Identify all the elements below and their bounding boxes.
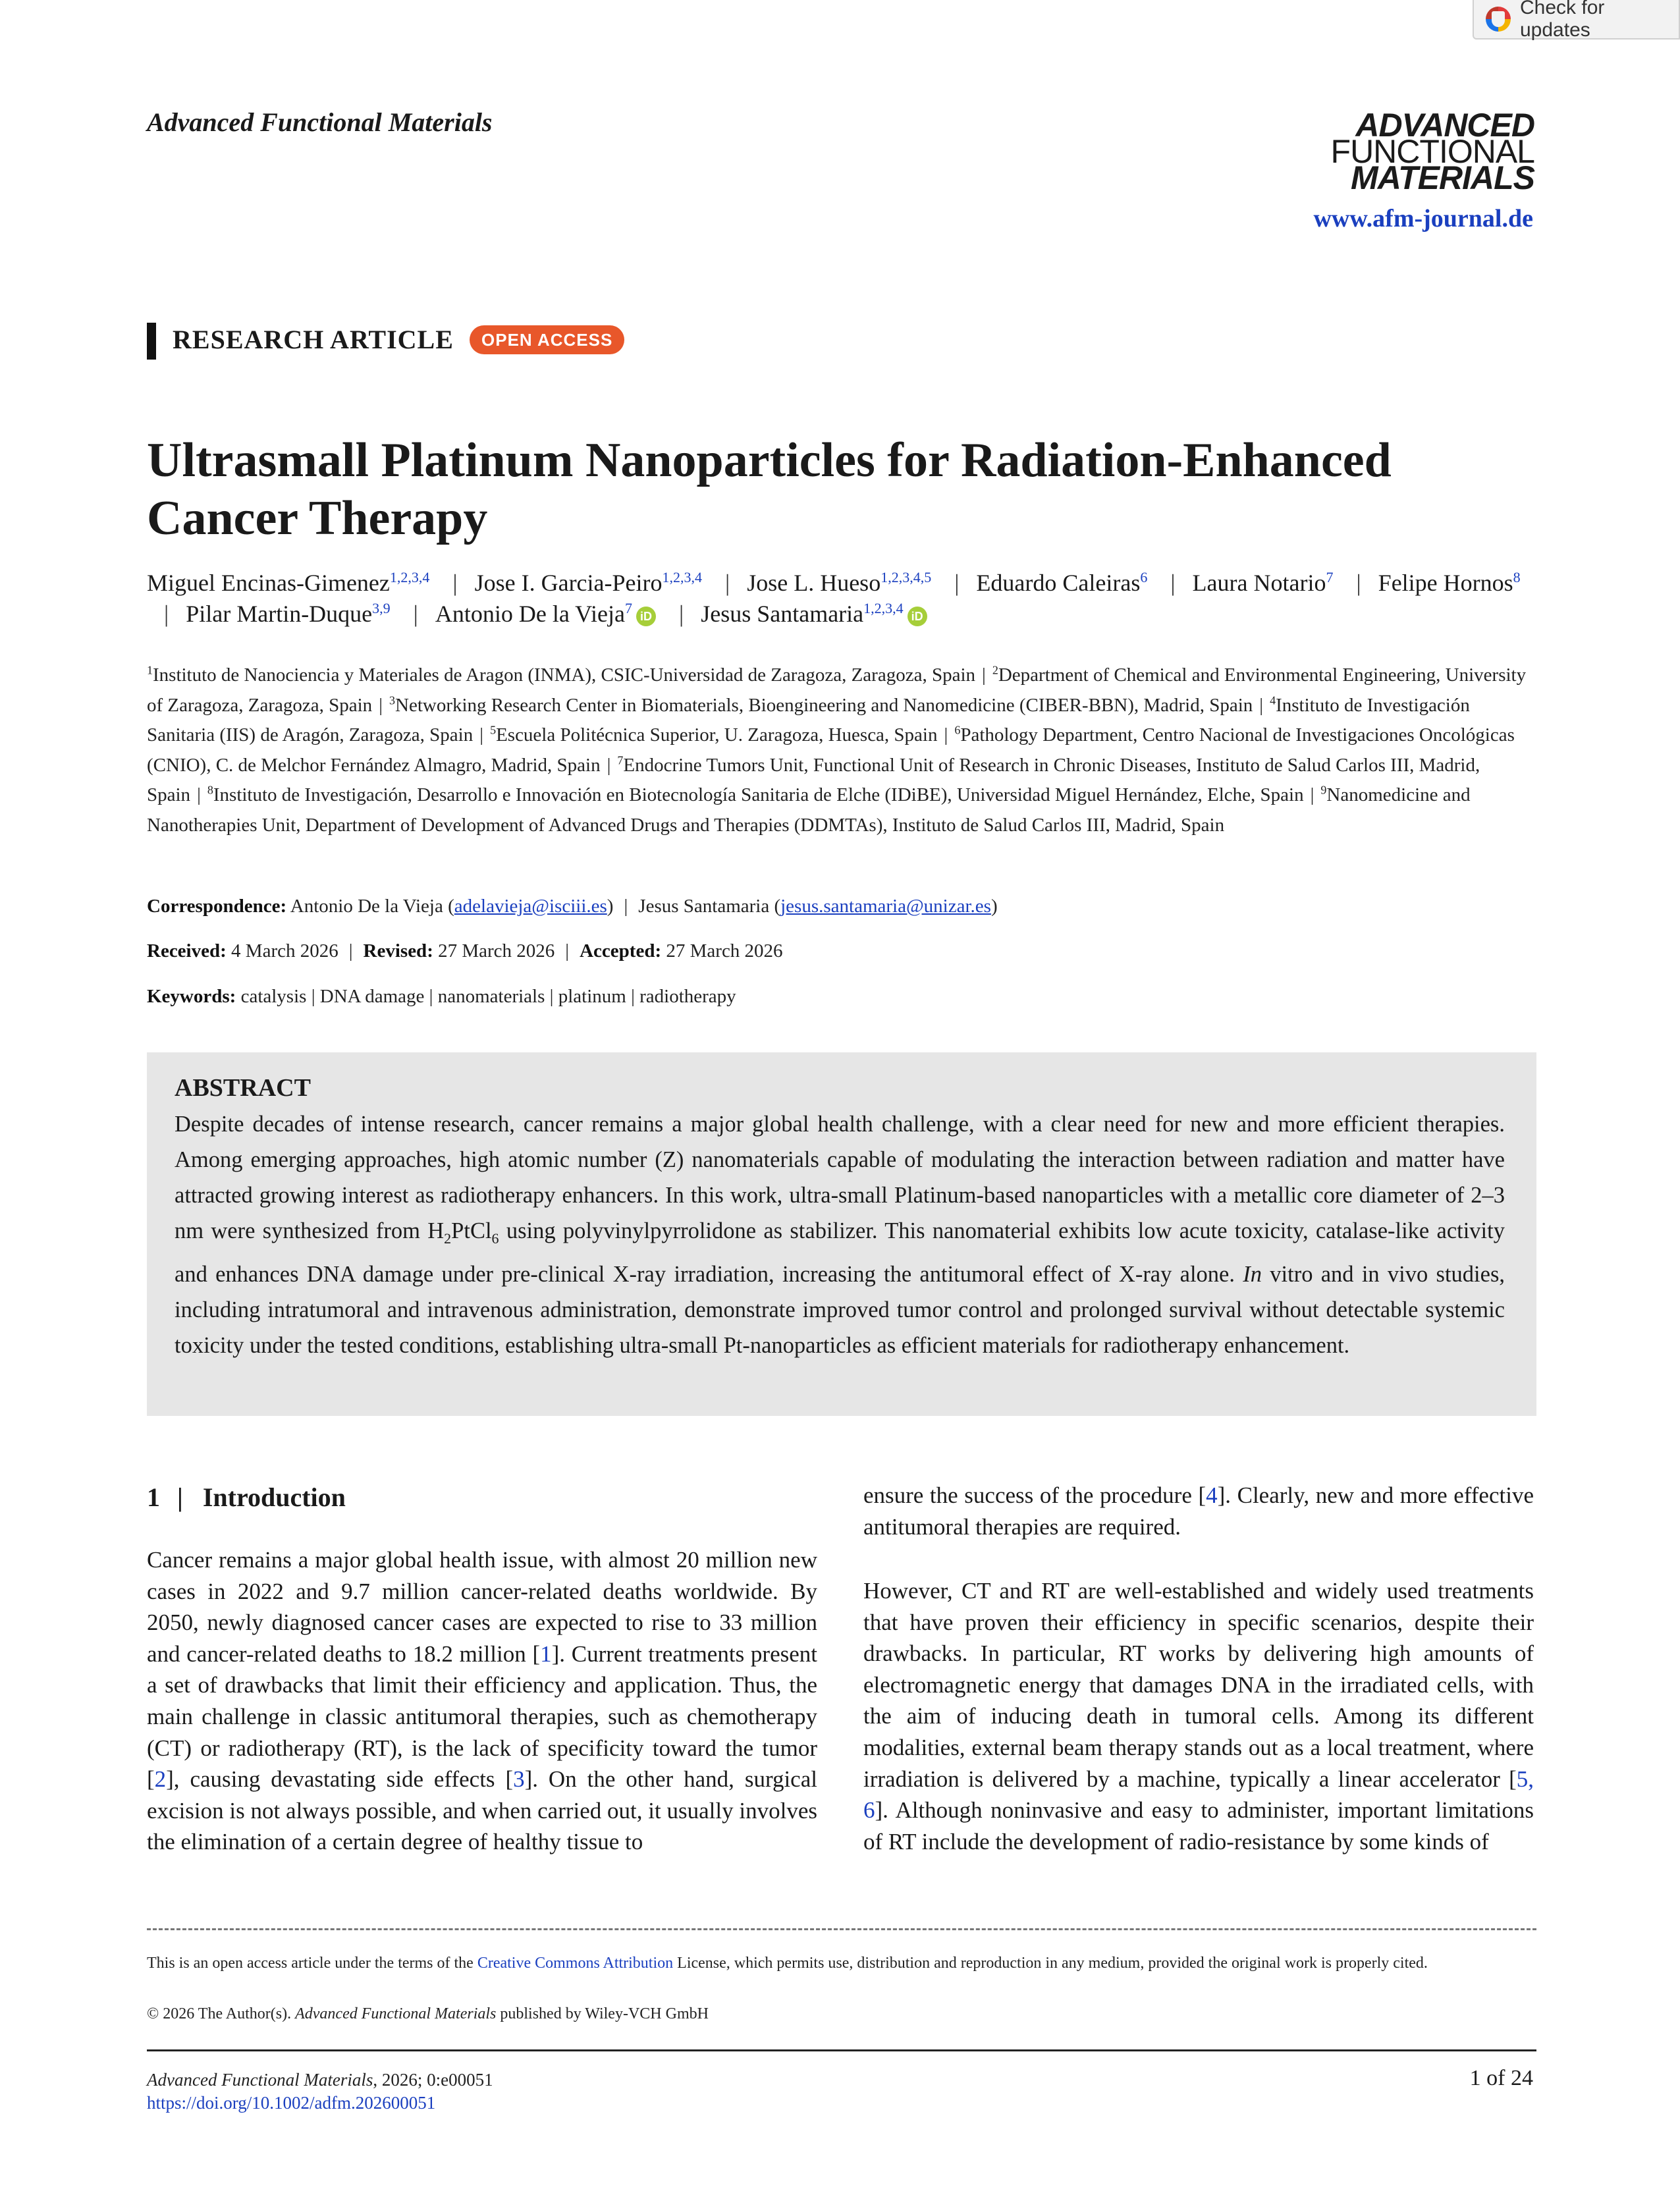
author-name: Pilar Martin-Duque [186,601,373,627]
author-affiliation-numbers: 1,2,3,4 [863,600,904,616]
author-separator: | [1170,570,1176,596]
affiliation-number: 5 [490,723,497,737]
correspondence: Correspondence: Antonio De la Vieja (adelavieja@isciii.es) | Jesus Santamaria (jesus.santamaria@unizar.es) [147,896,998,917]
correspondence-person-1: Antonio De la Vieja ( [290,896,454,917]
author-affiliation-numbers: 3,9 [372,600,391,616]
license-divider [147,1928,1536,1930]
license-notice: This is an open access article under the terms of the Creative Commons Attribution License, which permits use, distribution and reproduction in any medium, provided the original work is properly cited. [147,1955,1428,1972]
check-for-updates-label: Check for updates [1520,0,1605,41]
author-separator: | [678,601,684,627]
keyword: platinum [558,986,626,1007]
citation-link-2[interactable]: 2 [154,1766,167,1793]
affiliation-number: 7 [617,753,624,767]
affiliation-text: Instituto de Nanociencia y Materiales de Aragon (INMA), CSIC-Universidad de Zaragoza, Zaragoza, Spain [153,664,975,686]
affiliation-number: 3 [389,693,395,707]
affiliation-text: Networking Research Center in Biomaterials, Bioengineering and Nanomedicine (CIBER-BBN), Madrid, Spain [395,694,1253,716]
affiliation-text: Instituto de Investigación Sanitaria (IIS) de Aragón, Zaragoza, Spain [147,694,1470,745]
received-label: Received: [147,940,227,961]
author-name: Eduardo Caleiras [976,570,1141,596]
author[interactable] [976,570,1147,596]
affiliation-number: 2 [992,663,998,677]
journal-url-link[interactable]: www.afm-journal.de [1313,205,1533,232]
correspondence-person-2: Jesus Santamaria ( [638,896,781,917]
author-separator: | [452,570,458,596]
author-name: Felipe Hornos [1378,570,1513,596]
author[interactable] [1378,570,1521,596]
author-affiliation-numbers: 1,2,3,4 [389,569,430,585]
author-name: Jose L. Hueso [747,570,881,596]
article-title: Ultrasmall Platinum Nanoparticles for Radiation-Enhanced Cancer Therapy [147,433,1392,545]
affiliations: $^1$Instituto de Nanociencia y Materiales de Aragon (INMA), CSIC-Universidad de Zaragoza, Zaragoza, Spain | $^2$Department of Chemical and Environmental Engineering, University of Zaragoza, Zaragoza, Spain | $^3$Networking Research Center in Biomaterials, Bioengineering and Nanomedicine (CIBER-BBN), Madrid, Spain | $^4$Instituto de Investigación Sanitaria (IIS) de Aragón, Zaragoza, Spain | $^5$Escuela Politécnica Superior, U. Zaragoza, Huesca, Spain | $^6$Pathology Department, Centro Nacional de Investigaciones Oncológicas (CNIO), C. de Melchor Fernández Almagro, Madrid, Spain | $^7$Endocrine Tumors Unit, Functional Unit of Research in Chronic Diseases, Instituto de Salud Carlos III, Madrid, Spain | $^8$Instituto de Investigación, Desarrollo e Innovación en Biotecnología Sanitaria de Elche (IDiBE), Universidad Miguel Hernández, Elche, Spain | $^9$Nanomedicine and Nanotherapies Unit, Department of Development of Advanced Drugs and Therapies (DDMTAs), Instituto de Salud Carlos III, Madrid, Spain [147,663,1527,836]
crossmark-icon [1486,7,1511,32]
accepted-date: 27 March 2026 [666,940,783,961]
received-date: 4 March 2026 [231,940,339,961]
section-heading-introduction: 1 | Introduction [147,1482,346,1512]
keyword: catalysis [240,986,307,1007]
keywords-label: Keywords: [147,986,236,1007]
article-type-marker [147,323,156,360]
page-number: 1 of 24 [1469,2066,1533,2090]
affiliation-number: 4 [1270,693,1276,707]
article-dates: Received: 4 March 2026 | Revised: 27 March 2026 | Accepted: 27 March 2026 [147,940,783,961]
intro-left-column: Cancer remains a major global health issue, with almost 20 million new cases in 2022 and 9.7 million cancer-related deaths worldwide. By 2050, newly diagnosed cancer cases are expected to rise to 33 million and cancer-related deaths to 18.2 million [1]. Current treatments present a set of drawbacks that limit their efficiency and application. Thus, the main challenge in classic antitumoral therapies, such as chemotherapy (CT) or radiotherapy (RT), is the lack of specificity toward the tumor [2], causing devastating side effects [3]. On the other hand, surgical excision is not always possible, and when carried out, it usually involves the elimination of a certain degree of healthy tissue to [147,1547,817,1855]
author-affiliation-numbers: 1,2,3,4 [662,569,702,585]
intro-right-column-paragraph-1: ensure the success of the procedure [4]. Clearly, new and more effective antitumoral therapies are required. [863,1482,1534,1540]
email-link-2[interactable]: jesus.santamaria@unizar.es [780,896,991,917]
author[interactable] [147,570,429,596]
journal-header-name: Advanced Functional Materials [147,107,493,137]
affiliation-text: Endocrine Tumors Unit, Functional Unit of Research in Chronic Diseases, Instituto de Salud Carlos III, Madrid, Spain [147,754,1480,805]
revised-date: 27 March 2026 [438,940,555,961]
copyright-notice: © 2026 The Author(s). Advanced Functional Materials published by Wiley-VCH GmbH [147,2005,709,2022]
author[interactable] [747,570,931,596]
affiliation-text: Nanomedicine and Nanotherapies Unit, Department of Development of Advanced Drugs and Therapies (DDMTAs), Instituto de Salud Carlos III, Madrid, Spain [147,784,1471,836]
doi-link[interactable]: https://doi.org/10.1002/adfm.202600051 [147,2093,436,2113]
affiliation-text: Department of Chemical and Environmental Engineering, University of Zaragoza, Zaragoza, Spain [147,664,1527,716]
author-list [147,568,1536,630]
journal-logo [1317,107,1534,196]
footer-citation: Advanced Functional Materials, 2026; 0:e00051 [147,2070,493,2090]
check-for-updates-button[interactable] [1473,0,1680,40]
author-separator: | [164,601,169,627]
author-separator: | [413,601,418,627]
affiliation-text: Pathology Department, Centro Nacional de Investigaciones Oncológicas (CNIO), C. de Melchor Fernández Almagro, Madrid, Spain [147,724,1515,776]
author-name: Laura Notario [1192,570,1326,596]
affiliation-number: 8 [207,783,213,797]
orcid-icon[interactable]: iD [908,607,927,626]
author-separator: | [954,570,960,596]
intro-right-column-paragraph-2: However, CT and RT are well-established and widely used treatments that have proven their efficiency in specific scenarios, despite their drawbacks. In particular, RT works by delivering high amounts of electromagnetic energy that damages DNA in the irradiated cells, with the aim of inducing death in tumoral cells. Among its different modalities, external beam therapy stands out as a local treatment, where irradiation is delivered by a machine, typically a linear accelerator [5, 6]. Although noninvasive and easy to administer, important limitations of RT include the development of radio-resistance by some kinds of [863,1578,1534,1855]
author[interactable] [186,601,390,627]
affiliation-text: Instituto de Investigación, Desarrollo e Innovación en Biotecnología Sanitaria de Elche (IDiBE), Universidad Miguel Hernández, Elche, Spain [213,784,1304,805]
keyword: DNA damage [319,986,425,1007]
logo-line-3: MATERIALS [1351,159,1534,196]
author-name: Miguel Encinas-Gimenez [147,570,390,596]
citation-link-1[interactable]: 1 [540,1640,552,1667]
abstract-heading: ABSTRACT [175,1074,311,1102]
affiliation-number: 1 [147,663,153,677]
email-link-1[interactable]: adelavieja@isciii.es [454,896,607,917]
author-affiliation-numbers: 8 [1513,569,1521,585]
author-affiliation-numbers: 6 [1140,569,1148,585]
author-name: Jesus Santamaria [701,601,864,627]
affiliation-number: 6 [954,723,961,737]
keywords [147,986,1536,1008]
author-affiliation-numbers: 7 [624,600,632,616]
logo-line-2: FUNCTIONAL [1330,133,1534,170]
author[interactable] [1193,570,1334,596]
correspondence-label: Correspondence: [147,896,287,917]
orcid-icon[interactable]: iD [636,607,656,626]
author[interactable] [701,601,927,627]
keyword: nanomaterials [437,986,545,1007]
author-name: Antonio De la Vieja [435,601,625,627]
citation-link-3[interactable]: 3 [513,1766,525,1793]
section-number: 1 [147,1482,160,1512]
author-separator: | [725,570,730,596]
keyword: radiotherapy [639,986,736,1007]
accepted-label: Accepted: [580,940,662,961]
affiliation-number: 9 [1320,783,1327,797]
creative-commons-link[interactable]: Creative Commons Attribution [477,1955,674,1972]
citation-link-4[interactable]: 4 [1206,1482,1218,1508]
citation-link-5-6[interactable]: 5, 6 [863,1766,1534,1824]
author-name: Jose I. Garcia-Peiro [474,570,663,596]
author-affiliation-numbers: 7 [1326,569,1334,585]
section-title: Introduction [202,1482,346,1512]
open-access-badge: OPEN ACCESS [470,325,624,354]
logo-line-1: ADVANCED [1355,107,1534,144]
revised-label: Revised: [363,940,433,961]
author-separator: | [1356,570,1361,596]
footer-divider [147,2049,1536,2051]
author[interactable] [435,601,656,627]
keyword-list: catalysis | DNA damage | nanomaterials | platinum | radiotherapy [240,986,736,1007]
abstract-text: Despite decades of intense research, cancer remains a major global health challenge, with a clear need for new and more efficient therapies. Among emerging approaches, high atomic number (Z) nanomaterials capable of modulating the interaction between radiation and matter have attracted growing interest as radiotherapy enhancers. In this work, ultra-small Platinum-based nanoparticles with a metallic core diameter of 2–3 nm were synthesized from $H_2PtCl_6$ using polyvinylpyrrolidone as stabilizer. This nanomaterial exhibits low acute toxicity, catalase-like activity and enhances DNA damage under pre-clinical X-ray irradiation, increasing the antitumoral effect of X-ray alone. In vitro and in vivo studies, including intratumoral and intravenous administration, demonstrate improved tumor control and prolonged survival without detectable systemic toxicity under the tested conditions, establishing ultra-small Pt-nanoparticles as efficient materials for radiotherapy enhancement. [175,1112,1505,1358]
author-affiliation-numbers: 1,2,3,4,5 [881,569,932,585]
article-type: RESEARCH ARTICLE [173,325,454,354]
author[interactable] [475,570,702,596]
affiliation-text: Escuela Politécnica Superior, U. Zaragoza, Huesca, Spain [496,724,938,745]
